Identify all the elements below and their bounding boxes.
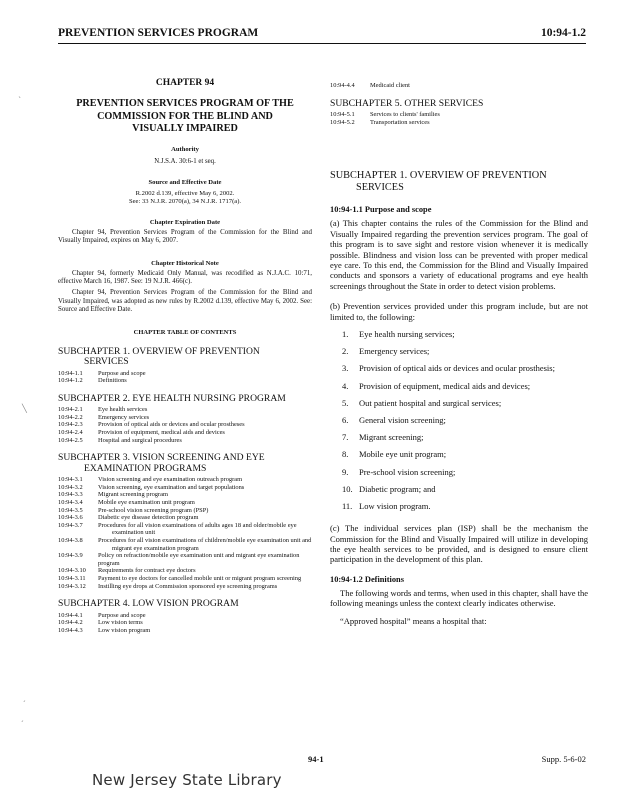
section-title: 10:94-1.1 Purpose and scope (330, 205, 432, 215)
toc-entry[interactable] (58, 612, 312, 620)
toc-entry-title: Services to clients' families (370, 111, 440, 119)
toc-entry-title: Provision of equipment, medical aids and devices (98, 429, 225, 436)
toc-entry-number: 10:94-4.3 (58, 626, 83, 634)
toc-entry-title: Pre-school vision screening program (PSP) (98, 506, 209, 514)
toc-entry[interactable] (58, 514, 312, 522)
toc-subchapter-line: SUBCHAPTER 1. OVERVIEW OF PREVENTION (58, 345, 260, 357)
toc-subchapter-line: SUBCHAPTER 5. OTHER SERVICES (330, 97, 484, 109)
list-item-number: 1. (342, 328, 349, 339)
list-item-number: 6. (342, 414, 349, 425)
toc-entry-number: 10:94-3.5 (58, 506, 83, 514)
toc-entry-number: 10:94-3.8 (58, 536, 83, 544)
list-item (330, 415, 588, 425)
toc-entry-number: 10:94-4.4 (330, 82, 355, 89)
scan-mark: ˊ (20, 720, 24, 729)
toc-entry[interactable] (58, 575, 312, 583)
toc-subchapter-heading (58, 394, 312, 405)
supplement-date: Supp. 5-6-02 (541, 754, 586, 764)
toc-entry-number: 10:94-4.1 (58, 611, 83, 619)
chapter-title-line: PREVENTION SERVICES PROGRAM OF THE (76, 98, 294, 109)
toc-entry-number: 10:94-3.4 (58, 498, 83, 506)
scan-mark: ˊ (22, 700, 26, 709)
toc-entry-number: 10:94-2.3 (58, 421, 83, 429)
toc-entry-title: Vision screening, eye examination and target populations (98, 483, 245, 491)
body-paragraph: The following words and terms, when used in this chapter, shall have the following meanings unless the context clearly indicates otherwise. (330, 587, 588, 609)
source-heading: Source and Effective Date (148, 178, 222, 186)
toc-list (58, 476, 312, 590)
toc-entry-number: 10:94-3.10 (58, 567, 86, 575)
toc-entry-title: Provision of optical aids or devices and ocular prostheses (98, 421, 245, 429)
list-item-text: Out patient hospital and surgical services; (359, 397, 502, 408)
list-item-number: 3. (342, 363, 349, 374)
body-paragraph: (a) This chapter contains the rules of the Commission for the Blind and Visually Impaired regarding the prevention services program. The goal of this program is to save sight and restore vision whenever it is medically possible. Blindness and vision loss can be prevented with proper medical eye care. To this end, the Commission for the Blind and Visually Impaired conducts and sponsors a variety of educational programs and eye health screenings throughout the State in order to detect vision problems. (330, 218, 588, 291)
authority-text: N.J.S.A. 30:6-1 et seq. (154, 157, 216, 165)
toc-list (330, 82, 588, 90)
page-footer (58, 754, 586, 766)
history-paragraph: Chapter 94, formerly Medicaid Only Manual, was recodified as N.J.A.C. 10:71, effective March 16, 1987. See: 19 N.J.R. 466(c). (58, 269, 312, 285)
toc-entry-number: 10:94-3.9 (58, 552, 83, 560)
toc-entry-number: 10:94-3.6 (58, 514, 83, 522)
toc-entry-number: 10:94-3.11 (58, 574, 86, 582)
toc-entry[interactable] (58, 627, 312, 635)
subchapter-heading-line: SUBCHAPTER 1. OVERVIEW OF PREVENTION (330, 170, 547, 182)
toc-subchapter-line: SERVICES (84, 356, 129, 368)
toc-entry-title: Migrant screening program (98, 491, 168, 499)
toc-subchapter-line: SUBCHAPTER 4. LOW VISION PROGRAM (58, 598, 239, 610)
services-list (330, 329, 588, 511)
list-item (330, 398, 588, 408)
list-item-number: 7. (342, 432, 349, 443)
expiration-heading: Chapter Expiration Date (149, 218, 221, 226)
toc-subchapter-heading (330, 99, 588, 110)
toc-entry-number: 10:94-2.1 (58, 406, 83, 414)
list-item-number: 2. (342, 346, 349, 357)
toc-entry[interactable] (58, 414, 312, 422)
toc-entry[interactable] (58, 567, 312, 575)
body-paragraph: (b) Prevention services provided under this program include, but are not limited to, the following: (330, 301, 588, 322)
list-item-number: 5. (342, 397, 349, 408)
toc-list (58, 612, 312, 635)
header-title: PREVENTION SERVICES PROGRAM (58, 27, 259, 39)
list-item-number: 11. (342, 500, 353, 511)
list-item-number: 8. (342, 449, 349, 460)
toc-subchapter-line: SUBCHAPTER 2. EYE HEALTH NURSING PROGRAM (58, 392, 286, 404)
toc-entry-number: 10:94-2.4 (58, 429, 83, 436)
library-watermark: New Jersey State Library (92, 771, 282, 789)
toc-entry[interactable] (58, 583, 312, 591)
list-item (330, 329, 588, 339)
section-title: 10:94-1.2 Definitions (330, 574, 404, 584)
source-line: See: 33 N.J.R. 2070(a), 34 N.J.R. 1717(a). (128, 198, 242, 206)
list-item-number: 4. (342, 380, 349, 391)
toc-subchapter-heading (58, 599, 312, 610)
chapter-title (58, 98, 312, 136)
source-line: R.2002 d.139, effective May 6, 2002. (135, 189, 235, 197)
toc-entry[interactable] (330, 111, 588, 119)
list-item (330, 484, 588, 494)
list-item-text: General vision screening; (359, 414, 446, 425)
toc-entry-number: 10:94-2.5 (58, 436, 83, 444)
toc-entry-title: Purpose and scope (98, 611, 146, 619)
running-header (58, 27, 586, 44)
list-item-text: Mobile eye unit program; (359, 449, 447, 460)
list-item-text: Provision of equipment, medical aids and devices; (359, 380, 531, 391)
subchapter-heading (330, 170, 588, 193)
toc-entry-title: Purpose and scope (98, 369, 146, 377)
list-item (330, 381, 588, 391)
scan-mark: ˋ (18, 96, 22, 105)
page-number: 94-1 (308, 754, 324, 764)
toc-list (330, 111, 588, 126)
list-item-text: Diabetic program; and (359, 483, 436, 494)
toc-entry[interactable] (58, 537, 312, 552)
list-item-number: 10. (342, 483, 353, 494)
toc-entry-number: 10:94-3.3 (58, 491, 83, 499)
toc-entry[interactable] (58, 484, 312, 492)
right-column (330, 80, 588, 626)
list-item (330, 346, 588, 356)
toc-entry[interactable] (330, 82, 588, 90)
list-item (330, 449, 588, 459)
toc-entry-title: Instilling eye drops at Commission sponsored eye screening programs (98, 582, 278, 590)
subchapter-heading-line: SERVICES (356, 181, 404, 193)
list-item (330, 501, 588, 511)
list-item (330, 363, 588, 373)
toc-entry-title: Mobile eye examination unit program (98, 498, 195, 506)
toc-entry[interactable] (58, 437, 312, 445)
toc-entry-number: 10:94-3.1 (58, 476, 83, 484)
history-paragraph: Chapter 94, Prevention Services Program of the Commission for the Blind and Visually Impaired, was adopted as new rules by R.2002 d.139, effective May 6, 2002. See: Source and Effective Date. (58, 289, 312, 314)
toc-entry-title: Vision screening and eye examination outreach program (98, 476, 243, 484)
toc-entry[interactable] (58, 522, 312, 537)
toc-entry[interactable] (58, 619, 312, 627)
toc-entry-number: 10:94-3.12 (58, 582, 86, 590)
toc-entry-title: Medicaid client (370, 82, 410, 89)
toc-entry-title: Emergency services (98, 413, 150, 421)
toc-entry-title: Low vision program (98, 626, 151, 634)
toc-entry-title: Eye health services (98, 406, 148, 414)
toc-entry-number: 10:94-3.7 (58, 521, 83, 529)
toc-entry[interactable] (58, 476, 312, 484)
toc-entry-title: Transportation services (370, 118, 430, 126)
toc-entry-number: 10:94-5.2 (330, 118, 355, 126)
chapter-number: CHAPTER 94 (155, 78, 215, 88)
list-item-text: Eye health nursing services; (359, 328, 455, 339)
toc-entry[interactable] (58, 499, 312, 507)
toc-list (58, 406, 312, 444)
expiration-text: Chapter 94, Prevention Services Program of the Commission for the Blind and Visually Impaired, expires on May 6, 2007. (58, 228, 312, 245)
chapter-title-line: VISUALLY IMPAIRED (132, 123, 238, 134)
left-column (58, 70, 312, 634)
list-item-number: 9. (342, 466, 349, 477)
toc-entry[interactable] (58, 406, 312, 414)
toc-entry[interactable] (58, 507, 312, 515)
toc-entry[interactable] (58, 552, 312, 567)
toc-entry-title: Diabetic eye disease detection program (98, 514, 199, 522)
list-item-text: Migrant screening; (359, 432, 424, 443)
toc-entry-title: Payment to eye doctors for cancelled mobile unit or migrant program screening (98, 574, 302, 582)
toc-entry-number: 10:94-2.2 (58, 413, 83, 421)
toc-heading: CHAPTER TABLE OF CONTENTS (133, 328, 237, 336)
toc-entry-title: Requirements for contract eye doctors (98, 567, 196, 575)
toc-subchapter-line: EXAMINATION PROGRAMS (84, 462, 207, 474)
toc-entry[interactable] (58, 429, 312, 437)
toc-entry[interactable] (58, 421, 312, 429)
scan-mark: ╲ (22, 404, 27, 413)
toc-entry[interactable] (58, 377, 312, 385)
toc-entry-number: 10:94-1.1 (58, 369, 83, 377)
toc-subchapter-heading (58, 453, 312, 474)
list-item-text: Emergency services; (359, 346, 430, 357)
toc-entry-title: Procedures for all vision examinations of adults ages 18 and older/mobile eye examination unit (98, 521, 297, 537)
toc-entry-number: 10:94-4.2 (58, 619, 83, 627)
toc-entry[interactable] (58, 370, 312, 378)
toc-list (58, 370, 312, 385)
definition-text: “Approved hospital” means a hospital that: (340, 615, 487, 626)
toc-entry-title: Policy on refraction/mobile eye examination unit and migrant eye examination program (98, 552, 300, 567)
toc-subchapter-heading (58, 347, 312, 368)
toc-entry[interactable] (58, 491, 312, 499)
toc-subchapter-line: SUBCHAPTER 3. VISION SCREENING AND EYE (58, 452, 265, 464)
chapter-title-line: COMMISSION FOR THE BLIND AND (97, 110, 273, 122)
toc-entry-number: 10:94-3.2 (58, 483, 83, 491)
toc-entry-title: Hospital and surgical procedures (98, 436, 182, 444)
toc-entry-title: Low vision terms (98, 619, 143, 627)
list-item-text: Low vision program. (359, 500, 431, 511)
toc-entry-title: Definitions (98, 377, 127, 385)
toc-entry-number: 10:94-5.1 (330, 111, 355, 119)
toc-entry-title: Procedures for all vision examinations of children/mobile eye examination unit and migrant eye examination program (98, 536, 312, 552)
list-item (330, 432, 588, 442)
authority-heading: Authority (171, 145, 199, 153)
list-item-text: Provision of optical aids or devices and ocular prosthesis; (359, 363, 555, 374)
toc-entry[interactable] (330, 119, 588, 127)
history-heading: Chapter Historical Note (151, 259, 219, 267)
body-paragraph: (c) The individual services plan (ISP) shall be the mechanism the Commission for the Blind and Visually Impaired will utilize in developing the eye health services to be provided, and is designed to ensure client participation in the development of this plan. (330, 523, 588, 565)
list-item-text: Pre-school vision screening; (359, 466, 456, 477)
list-item (330, 467, 588, 477)
toc-entry-number: 10:94-1.2 (58, 377, 83, 385)
header-section-number: 10:94-1.2 (540, 27, 586, 39)
